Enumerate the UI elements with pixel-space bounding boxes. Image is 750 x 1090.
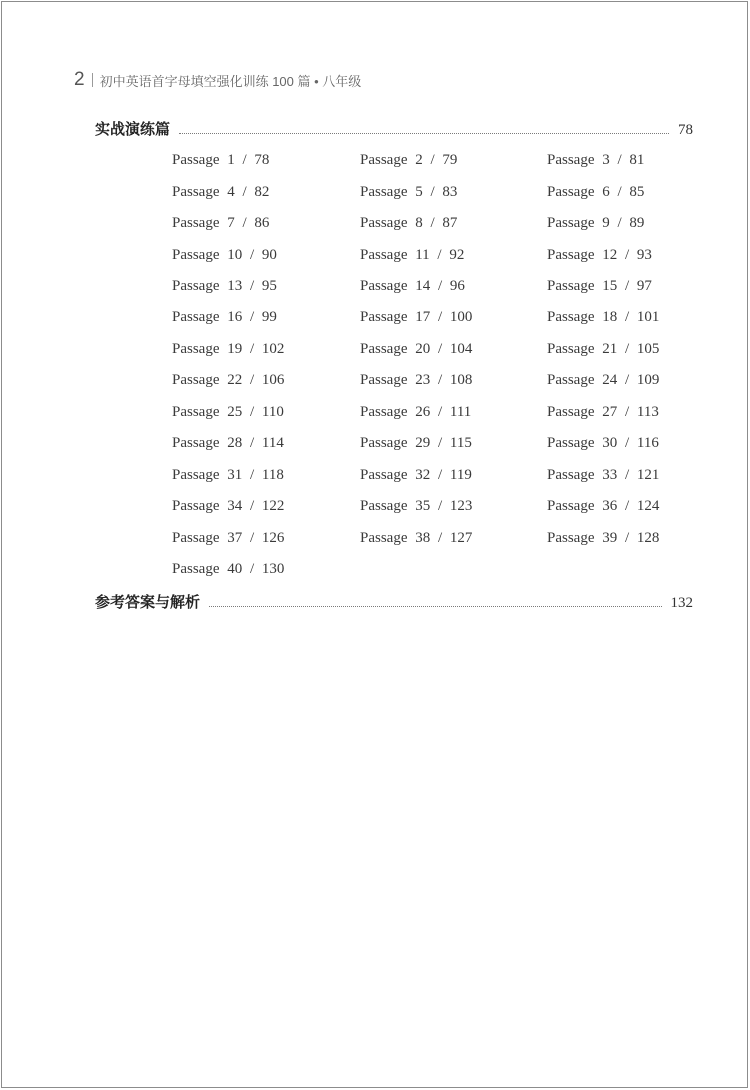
- toc-passage-entry: Passage 38 / 127: [360, 529, 473, 546]
- toc-passage-entry: Passage 15 / 97: [547, 278, 652, 295]
- toc-passage-entry: Passage 25 / 110: [172, 403, 284, 420]
- toc-passage-entry: Passage 34 / 122: [172, 498, 285, 515]
- toc-passage-entry: Passage 27 / 113: [547, 403, 659, 420]
- toc-passage-entry: Passage 12 / 93: [547, 246, 652, 263]
- toc-passage-entry: Passage 24 / 109: [547, 372, 660, 389]
- toc-passage-entry: Passage 28 / 114: [172, 435, 284, 452]
- toc-passage-entry: Passage 19 / 102: [172, 340, 285, 357]
- toc-passage-entry: Passage 39 / 128: [547, 529, 660, 546]
- toc-section-practice: [95, 120, 693, 140]
- toc-passage-entry: Passage 2 / 79: [360, 152, 458, 169]
- toc-passage-entry: Passage 17 / 100: [360, 309, 473, 326]
- toc-passage-entry: Passage 37 / 126: [172, 529, 285, 546]
- toc-passage-entry: Passage 10 / 90: [172, 246, 277, 263]
- toc-passage-entry: Passage 23 / 108: [360, 372, 473, 389]
- toc-section-answers: [95, 593, 693, 613]
- dot-leader: [209, 606, 661, 607]
- toc-passage-entry: Passage 16 / 99: [172, 309, 277, 326]
- section-title: 实战演练篇: [95, 121, 171, 138]
- toc-passage-entry: Passage 5 / 83: [360, 183, 458, 200]
- section-title: 参考答案与解析: [95, 594, 201, 611]
- toc-passage-entry: Passage 36 / 124: [547, 498, 660, 515]
- toc-passage-entry: Passage 30 / 116: [547, 435, 659, 452]
- book-title: 初中英语首字母填空强化训练 100 篇 • 八年级: [99, 73, 362, 89]
- toc-passage-entry: Passage 8 / 87: [360, 215, 458, 232]
- running-header: [74, 68, 361, 92]
- passage-list: [172, 145, 697, 585]
- toc-passage-entry: Passage 22 / 106: [172, 372, 285, 389]
- section-page-number: 78: [678, 122, 693, 138]
- toc-passage-entry: Passage 21 / 105: [547, 340, 660, 357]
- toc-passage-entry: Passage 32 / 119: [360, 466, 472, 483]
- toc-passage-entry: Passage 1 / 78: [172, 152, 270, 169]
- toc-passage-entry: Passage 7 / 86: [172, 215, 270, 232]
- dot-leader: [179, 133, 669, 134]
- toc-passage-entry: Passage 35 / 123: [360, 498, 473, 515]
- toc-passage-entry: Passage 14 / 96: [360, 278, 465, 295]
- page-number: 2: [74, 69, 85, 90]
- section-page-number: 132: [670, 595, 693, 611]
- toc-passage-entry: Passage 3 / 81: [547, 152, 645, 169]
- header-divider: [92, 73, 93, 87]
- toc-passage-entry: Passage 29 / 115: [360, 435, 472, 452]
- toc-passage-entry: Passage 33 / 121: [547, 466, 660, 483]
- toc-passage-entry: Passage 6 / 85: [547, 183, 645, 200]
- toc-passage-entry: Passage 40 / 130: [172, 561, 285, 578]
- toc-passage-entry: Passage 9 / 89: [547, 215, 645, 232]
- toc-passage-entry: Passage 26 / 111: [360, 403, 472, 420]
- toc-passage-entry: Passage 20 / 104: [360, 340, 473, 357]
- toc-passage-entry: Passage 4 / 82: [172, 183, 270, 200]
- toc-passage-entry: Passage 11 / 92: [360, 246, 465, 263]
- toc-passage-entry: Passage 13 / 95: [172, 278, 277, 295]
- toc-passage-entry: Passage 18 / 101: [547, 309, 660, 326]
- toc-passage-entry: Passage 31 / 118: [172, 466, 284, 483]
